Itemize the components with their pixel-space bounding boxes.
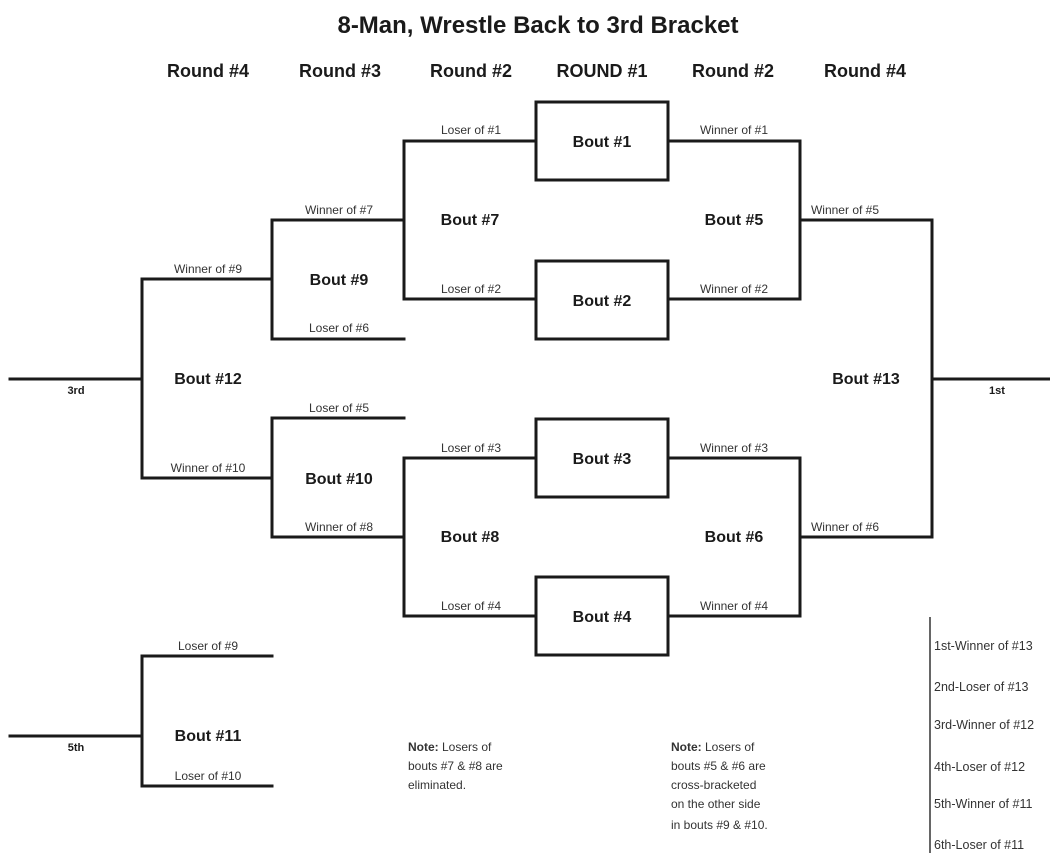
page-title: 8-Man, Wrestle Back to 3rd Bracket xyxy=(337,12,739,39)
bout-7-label: Bout #7 xyxy=(440,212,500,229)
bout-1-label: Bout #1 xyxy=(572,134,632,151)
slot-winner-8: Winner of #8 xyxy=(304,520,374,534)
note-left-text-1: Losers of xyxy=(438,740,492,754)
slot-loser-10: Loser of #10 xyxy=(174,769,242,783)
note-left-line-2: bouts #7 & #8 are xyxy=(408,759,503,773)
slot-winner-3: Winner of #3 xyxy=(699,441,769,455)
slot-winner-7: Winner of #7 xyxy=(304,203,374,217)
slot-loser-4: Loser of #4 xyxy=(440,599,502,613)
bout-6-label: Bout #6 xyxy=(704,529,764,546)
note-left xyxy=(408,740,503,792)
note-right-text-1: Losers of xyxy=(701,740,755,754)
placement-6th: 6th-Loser of #11 xyxy=(934,838,1025,852)
round-header-right-4: Round #4 xyxy=(823,61,907,81)
slot-winner-2: Winner of #2 xyxy=(699,282,769,296)
third-place-label: 3rd xyxy=(67,385,85,397)
round-header-left-3: Round #3 xyxy=(298,61,382,81)
round-header-right-2: Round #2 xyxy=(691,61,775,81)
bout-13-label: Bout #13 xyxy=(832,371,900,388)
bout-12-label: Bout #12 xyxy=(174,371,242,388)
slot-loser-1: Loser of #1 xyxy=(440,123,502,137)
slot-winner-10: Winner of #10 xyxy=(170,461,246,475)
fifth-place-label: 5th xyxy=(67,742,85,754)
bout-2-label: Bout #2 xyxy=(572,293,632,310)
note-left-label: Note: xyxy=(408,740,439,754)
bout-4-label: Bout #4 xyxy=(572,609,632,626)
slot-winner-6: Winner of #6 xyxy=(810,520,880,534)
slot-loser-2: Loser of #2 xyxy=(440,282,502,296)
placement-4th: 4th-Loser of #12 xyxy=(934,760,1026,774)
note-right-line-2: bouts #5 & #6 are xyxy=(671,759,766,773)
note-left-line-3: eliminated. xyxy=(408,778,467,792)
note-right-label: Note: xyxy=(671,740,702,754)
bout-11-label: Bout #11 xyxy=(174,728,242,745)
slot-winner-1: Winner of #1 xyxy=(699,123,769,137)
note-left-line-1 xyxy=(408,740,492,754)
note-right-line-3: cross-bracketed xyxy=(671,778,757,792)
bout-5-label: Bout #5 xyxy=(704,212,764,229)
placement-2nd: 2nd-Loser of #13 xyxy=(934,680,1029,694)
placement-3rd: 3rd-Winner of #12 xyxy=(934,718,1035,732)
round-header-left-2: Round #2 xyxy=(429,61,513,81)
bout-10-label: Bout #10 xyxy=(305,471,373,488)
first-place-label: 1st xyxy=(989,385,1005,397)
slot-loser-3: Loser of #3 xyxy=(440,441,502,455)
placement-1st: 1st-Winner of #13 xyxy=(934,639,1033,653)
note-right-line-5: in bouts #9 & #10. xyxy=(671,818,768,832)
note-right-line-1 xyxy=(671,740,755,754)
bout-3-label: Bout #3 xyxy=(572,451,632,468)
slot-loser-5: Loser of #5 xyxy=(308,401,370,415)
round-header-center-1: ROUND #1 xyxy=(556,61,648,81)
placement-5th: 5th-Winner of #11 xyxy=(934,797,1033,811)
slot-winner-5: Winner of #5 xyxy=(810,203,880,217)
note-right xyxy=(671,740,768,832)
note-right-line-4: on the other side xyxy=(671,797,761,811)
slot-loser-6: Loser of #6 xyxy=(308,321,370,335)
round-header-left-4: Round #4 xyxy=(166,61,250,81)
bout-8-label: Bout #8 xyxy=(440,529,500,546)
slot-loser-9: Loser of #9 xyxy=(177,639,239,653)
placement-list xyxy=(930,617,1034,853)
bout-11-bracket xyxy=(142,656,272,786)
slot-winner-9: Winner of #9 xyxy=(173,262,243,276)
slot-winner-4: Winner of #4 xyxy=(699,599,769,613)
bout-9-label: Bout #9 xyxy=(309,272,369,289)
